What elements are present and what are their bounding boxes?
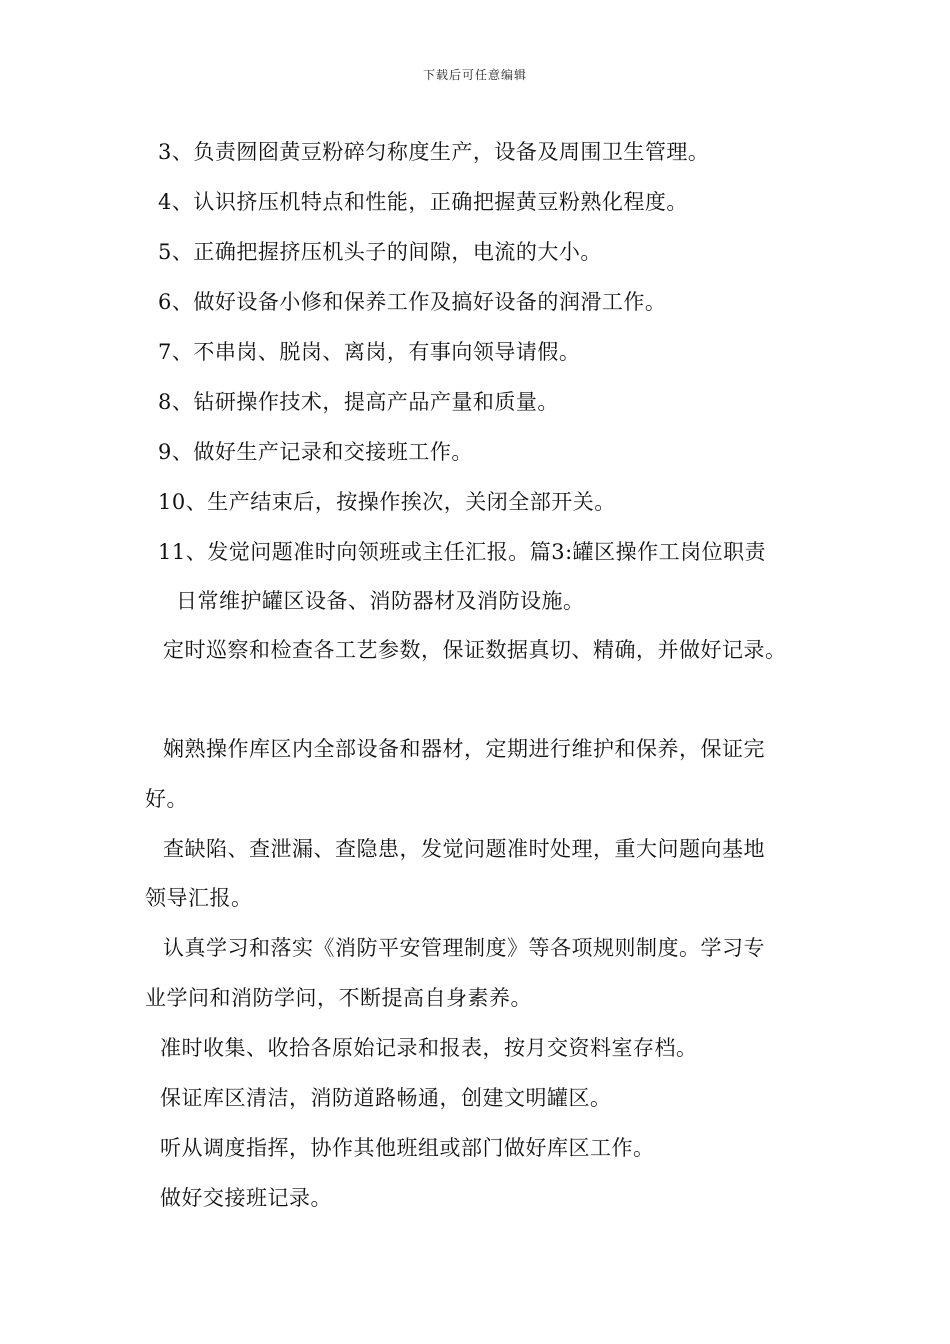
text-line-item-4: 4、认识挤压机特点和性能，正确把握黄豆粉熟化程度。 xyxy=(158,190,688,214)
text-line-item-10: 10、生产结束后，按操作挨次，关闭全部开关。 xyxy=(158,490,616,514)
text-line-duty-8: 听从调度指挥，协作其他班组或部门做好库区工作。 xyxy=(160,1136,655,1160)
text-line-duty-9: 做好交接班记录。 xyxy=(160,1186,332,1210)
text-line-item-3: 3、负责囫囵黄豆粉碎匀称度生产，设备及周围卫生管理。 xyxy=(158,140,710,164)
text-line-duty-4-cont: 领导汇报。 xyxy=(145,886,253,910)
text-line-duty-7: 保证库区清洁，消防道路畅通，创建文明罐区。 xyxy=(160,1086,612,1110)
text-line-duty-6: 准时收集、收拾各原始记录和报表，按月交资料室存档。 xyxy=(160,1036,698,1060)
text-line-duty-1: 日常维护罐区设备、消防器材及消防设施。 xyxy=(176,589,585,613)
text-line-duty-3: 娴熟操作库区内全部设备和器材，定期进行维护和保养，保证完 xyxy=(163,737,765,761)
text-line-item-9: 9、做好生产记录和交接班工作。 xyxy=(158,440,473,464)
text-line-item-7: 7、不串岗、脱岗、离岗，有事向领导请假。 xyxy=(158,340,581,364)
header-note: 下载后可任意编辑 xyxy=(422,68,527,82)
text-line-duty-5-cont: 业学问和消防学问，不断提高自身素养。 xyxy=(145,986,532,1010)
text-line-item-8: 8、钻研操作技术，提高产品产量和质量。 xyxy=(158,390,559,414)
text-line-item-11: 11、发觉问题准时向领班或主任汇报。篇3:罐区操作工岗位职责 xyxy=(158,540,767,564)
text-line-duty-2: 定时巡察和检查各工艺参数，保证数据真切、精确，并做好记录。 xyxy=(163,638,787,662)
text-line-duty-5: 认真学习和落实《消防平安管理制度》等各项规则制度。学习专 xyxy=(163,936,765,960)
text-line-item-6: 6、做好设备小修和保养工作及搞好设备的润滑工作。 xyxy=(158,290,667,314)
text-line-duty-4: 查缺陷、查泄漏、查隐患，发觉问题准时处理，重大问题向基地 xyxy=(163,837,765,861)
text-line-duty-3-cont: 好。 xyxy=(145,787,188,811)
text-line-item-5: 5、正确把握挤压机头子的间隙，电流的大小。 xyxy=(158,240,602,264)
